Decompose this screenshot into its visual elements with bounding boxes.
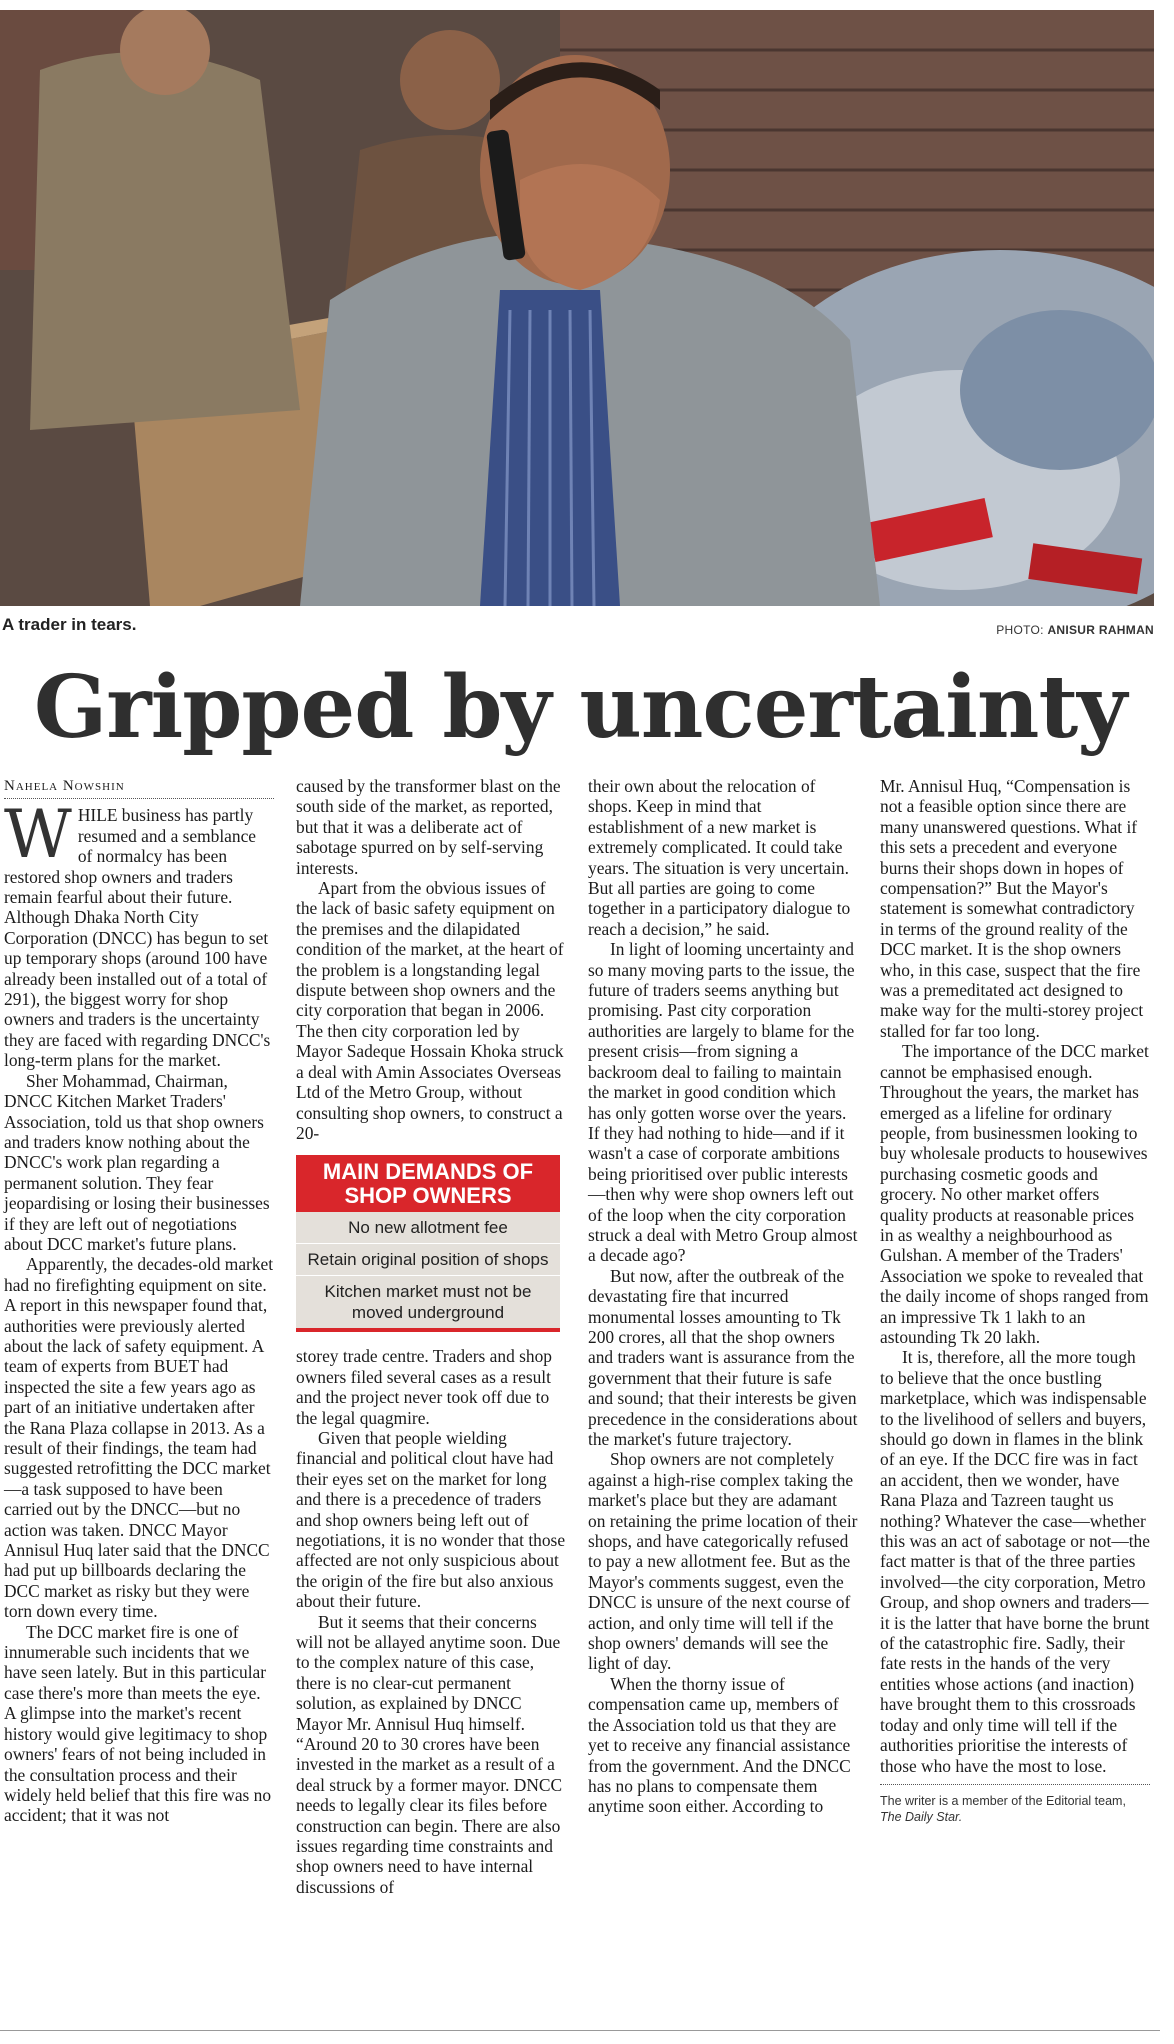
paragraph: When the thorny issue of compensation came up, members of the Association told us that they are yet to receive any financial assistance from the government. And the DNCC has no plans to compensate them anytime soon either. According to [588, 1673, 851, 1817]
paragraph: storey trade centre. Traders and shop owners filed several cases as a result and the project never took off due to the legal quagmire. [296, 1346, 552, 1428]
main-demands-title: MAIN DEMANDS OF SHOP OWNERS [296, 1155, 560, 1212]
author-note-text: The writer is a member of the Editorial team, [880, 1793, 1126, 1808]
trader-photo-illustration [0, 10, 1154, 606]
paragraph: Apart from the obvious issues of the lack of basic safety equipment on the premises and the dilapidated condition of the market, at the heart of the problem is a longstanding legal dispute between shop owners and the city corporation that began in 2006. The then city corporation led by Mayor Sadeque Hossain Khoka struck a deal with Amin Associates Overseas Ltd of the Metro Group, without consulting shop owners, to construct a 20- [296, 878, 564, 1143]
byline: Nahela Nowshin [4, 776, 274, 799]
photo-credit [996, 623, 1154, 637]
paragraph: Mr. Annisul Huq, “Compensation is not a feasible option since there are many unanswered questions. What if this sets a precedent and everyone burns their shops down in hopes of compensation?” But the Mayor's statement is somewhat contradictory in terms of the ground reality of the DCC market. It is the shop owners who, in this case, suspect that the fire was a premeditated act designed to make way for the multi-storey project stalled for far too long. [880, 776, 1144, 1041]
lead-photo [0, 10, 1154, 606]
demand-item: Kitchen market must not be moved underground [324, 1282, 532, 1323]
paragraph: In light of looming uncertainty and so many moving parts to the issue, the future of traders seems anything but promising. Past city corporation authorities are largely to blame for the present crisis—from signing a backroom deal to failing to maintain the market in good condition which has only gotten worse over the years. If they had nothing to hide—and if it wasn't a case of corporate ambitions being prioritised over public interests—then why were shop owners left out of the loop when the city corporation struck a deal with Metro Group almost a decade ago? [588, 939, 858, 1266]
paragraph: It is, therefore, all the more tough to believe that the once bustling marketplace, which was indispensable to the livelihood of sellers and buyers, should go down in flames in the blink of an eye. If the DCC fire was in fact an accident, then we wonder, have Rana Plaza and Tazreen taught us nothing? Whatever the case—whether this was an act of sabotage or not—the fact matter is that of the three parties involved—the city corporation, Metro Group, and shop owners and traders—it is the latter that have borne the brunt of the catastrophic fire. Sadly, their fate rests in the hands of the very entities whose actions (and inaction) have brought them to this crossroads today and only time will tell if the authorities prioritise the interests of those who have the most to lose. [880, 1347, 1150, 1776]
headline: Gripped by uncertainty [33, 657, 1127, 758]
lead-paragraph-text: HILE business has partly resumed and a semblance of normalcy has been restored shop owners and traders remain fearful about their future. Although Dhaka North City Corporation (DNCC) has begun to set up temporary shops (around 100 have already been installed out of a total of 291), the biggest worry for shop owners and traders is the uncertainty they are faced with regarding DNCC's long-term plans for the market. [4, 805, 271, 1071]
drop-cap: W [4, 796, 72, 874]
photo-credit-label: PHOTO: [996, 623, 1044, 637]
author-note [880, 1784, 1150, 1825]
paragraph: caused by the transformer blast on the south side of the market, as reported, but that it was a deliberate act of sabotage spurred on by self-serving interests. [296, 776, 561, 878]
paragraph: But now, after the outbreak of the devastating fire that incurred monumental losses amounting to Tk 200 crores, all that the shop owners and traders want is assurance from the government that their future is safe and sound; that their interests be given precedence in the considerations about the market's future trajectory. [588, 1265, 858, 1449]
main-demands-box [296, 1155, 560, 1332]
paragraph: Shop owners are not completely against a high-rise complex taking the market's place but they are adamant on retaining the prime location of their shops, and have categorically refused to pay a new allotment fee. But as the Mayor's comments suggest, even the DNCC is unsure of the next course of action, and only time will tell if the shop owners' demands will see the light of day. [588, 1449, 858, 1674]
paragraph: Given that people wielding financial and political clout have had their eyes set on the market for long and there is a precedence of traders and shop owners being left out of negotiations, it is no wonder that those affected are not only suspicious about the origin of the fire but also anxious about their future. [296, 1427, 566, 1612]
paragraph: Apparently, the decades-old market had no firefighting equipment on site. A report in this newspaper found that, authorities were previously alerted about the lack of safety equipment. A team of experts from BUET had inspected the site a few years ago as part of an initiative undertaken after the Rana Plaza collapse in 2013. As a result of their findings, the team had suggested retrofitting the DCC market—a task supposed to have been carried out by the DNCC—but no action was taken. DNCC Mayor Annisul Huq later said that the DNCC had put up billboards declaring the DCC market as risky but they were torn down every time. [4, 1254, 274, 1622]
article-column-2 [296, 776, 566, 1897]
photo-credit-name: ANISUR RAHMAN [1047, 623, 1154, 637]
publication-name: The Daily Star. [880, 1809, 963, 1824]
article-column-1 [4, 776, 274, 1826]
paragraph: The DCC market fire is one of innumerable such incidents that we have seen lately. But in this particular case there's more than meets the eye. A glimpse into the market's recent history would give legitimacy to shop owners' fears of not being included in the consultation process and their widely held belief that this fire was no accident; that it was not [4, 1621, 272, 1826]
article-column-4 [880, 776, 1150, 1825]
paragraph: Sher Mohammad, Chairman, DNCC Kitchen Market Traders' Association, told us that shop owners and traders know nothing about the DNCC's work plan regarding a permanent solution. They fear jeopardising or losing their businesses if they are left out of negotiations about DCC market's future plans. [4, 1070, 270, 1254]
demand-item: Retain original position of shops [296, 1244, 560, 1276]
bottom-rule [0, 2030, 1160, 2031]
article-column-3 [588, 776, 858, 1817]
lead-paragraph [4, 796, 274, 1071]
photo-caption: A trader in tears. [2, 615, 137, 634]
demand-item: No new allotment fee [296, 1212, 560, 1244]
paragraph: their own about the relocation of shops. Keep in mind that establishment of a new market is extremely complicated. It could take years. The situation is very uncertain. But all parties are going to come together in a participatory dialogue to reach a decision,” he said. [588, 776, 851, 939]
paragraph: But it seems that their concerns will not be allayed anytime soon. Due to the complex nature of this case, there is no clear-cut permanent solution, as explained by DNCC Mayor Mr. Annisul Huq himself. “Around 20 to 30 crores have been invested in the market as a result of a deal struck by a former mayor. DNCC needs to legally clear its files before construction can begin. There are also issues regarding time constraints and shop owners need to have internal discussions of [296, 1611, 563, 1897]
paragraph: The importance of the DCC market cannot be emphasised enough. Throughout the years, the market has emerged as a lifeline for ordinary people, from businessmen looking to buy wholesale products to housewives purchasing cosmetic goods and grocery. No other market offers quality products at reasonable prices in as wealthy a neighbourhood as Gulshan. A member of the Traders' Association we spoke to revealed that the daily income of shops ranged from an impressive Tk 1 lakh to an astounding Tk 20 lakh. [880, 1041, 1149, 1347]
